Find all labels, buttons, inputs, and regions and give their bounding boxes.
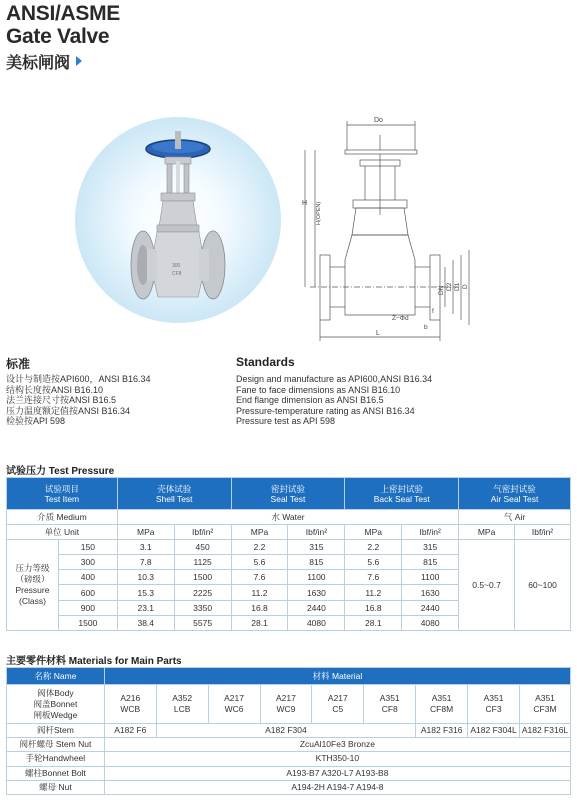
page-subtitle-cn bbox=[6, 50, 82, 73]
handwheel-label: 手轮Handwheel bbox=[7, 752, 105, 766]
cell: 16.8 bbox=[231, 600, 288, 615]
standards-en-line: Pressure test as API 598 bbox=[236, 416, 336, 427]
cell: 2440 bbox=[402, 600, 459, 615]
air-lbf: 60~100 bbox=[515, 540, 571, 631]
cell: 16.8 bbox=[345, 600, 402, 615]
nut-label: 螺母 Nut bbox=[7, 780, 105, 794]
stem-nut-label: 阀杆螺母 Stem Nut bbox=[7, 738, 105, 752]
standards-cn-list bbox=[6, 374, 151, 427]
gate-valve-illustration bbox=[75, 117, 281, 323]
label-do: Do bbox=[374, 117, 383, 124]
standards-en-line: Fane to face dimensions as ANSI B16.10 bbox=[236, 384, 401, 395]
play-arrow-icon bbox=[76, 56, 82, 66]
class-value: 400 bbox=[58, 570, 117, 585]
standards-en-list bbox=[236, 374, 432, 427]
cell: 11.2 bbox=[345, 585, 402, 600]
header-air-seal-test: 气密封试验 Air Seal Test bbox=[459, 478, 571, 510]
cell: 315 bbox=[288, 540, 345, 555]
material-cell: A217 WC9 bbox=[260, 685, 312, 724]
cell: 1100 bbox=[402, 570, 459, 585]
standards-cn-line: 设计与制造按API600，ANSI B16.34 bbox=[6, 374, 151, 384]
cell: 5.6 bbox=[345, 555, 402, 570]
valve-photo bbox=[75, 117, 281, 323]
unit-label: 单位 Unit bbox=[7, 525, 118, 540]
standards-cn-line: 检验按API 598 bbox=[6, 416, 66, 427]
label-d2: D2 bbox=[446, 282, 453, 291]
valve-dimension-svg bbox=[290, 105, 480, 345]
header-shell-test: 壳体试验 Shell Test bbox=[117, 478, 231, 510]
cell: 1500 bbox=[174, 570, 231, 585]
title-line-2: Gate Valve bbox=[6, 25, 110, 48]
class-value: 600 bbox=[58, 585, 117, 600]
material-cell: ZcuAl10Fe3 Bronze bbox=[104, 738, 570, 752]
material-cell: A217 C5 bbox=[312, 685, 364, 724]
cell: 815 bbox=[288, 555, 345, 570]
stem-nut-row bbox=[7, 738, 571, 752]
body-row bbox=[7, 685, 571, 724]
material-cell: A351 CF8 bbox=[364, 685, 416, 724]
svg-text:300: 300 bbox=[172, 263, 181, 269]
standards-cn-line: 法兰连接尺寸按ANSI B16.5 bbox=[6, 395, 117, 406]
header-seal-test: 密封试验 Seal Test bbox=[231, 478, 345, 510]
bonnet-bolt-label: 螺柱Bonnet Bolt bbox=[7, 766, 105, 780]
standards-en-line: Pressure-temperature rating as ANSI B16.34 bbox=[236, 405, 415, 416]
cell: 315 bbox=[402, 540, 459, 555]
cell: 3350 bbox=[174, 600, 231, 615]
title-line-1: ANSI/ASME bbox=[6, 2, 120, 25]
standards-cn-line: 结构长度按ANSI B16.10 bbox=[6, 384, 104, 395]
medium-label: 介质 Medium bbox=[7, 510, 118, 525]
cell: 1630 bbox=[402, 585, 459, 600]
material-cell: A217 WC6 bbox=[208, 685, 260, 724]
material-cell: A182 F316 bbox=[416, 724, 468, 738]
air-mpa: 0.5~0.7 bbox=[459, 540, 515, 631]
cell: 7.6 bbox=[231, 570, 288, 585]
standards-en-title: Standards bbox=[236, 355, 295, 369]
unit-lbf: Ibf/in² bbox=[515, 525, 571, 540]
unit-lbf: Ibf/in² bbox=[174, 525, 231, 540]
material-cell: A182 F6 bbox=[104, 724, 156, 738]
standards-cn-line: 压力温度额定值按ANSI B16.34 bbox=[6, 405, 131, 416]
material-cell: A351 CF8M bbox=[416, 685, 468, 724]
label-f: f bbox=[432, 308, 434, 315]
cell: 2440 bbox=[288, 600, 345, 615]
class-value: 900 bbox=[58, 600, 117, 615]
class-label: 压力等级 （磅级） Pressure (Class) bbox=[7, 540, 59, 631]
svg-text:CF8: CF8 bbox=[172, 271, 182, 277]
cell: 2.2 bbox=[345, 540, 402, 555]
material-cell: A193-B7 A320-L7 A193-B8 bbox=[104, 766, 570, 780]
material-cell: A216 WCB bbox=[104, 685, 156, 724]
table-row bbox=[7, 540, 571, 555]
cell: 4080 bbox=[402, 615, 459, 630]
medium-water: 水 Water bbox=[117, 510, 458, 525]
medium-row bbox=[7, 510, 571, 525]
cell: 450 bbox=[174, 540, 231, 555]
cell: 5575 bbox=[174, 615, 231, 630]
class-value: 1500 bbox=[58, 615, 117, 630]
standards-cn-title: 标准 bbox=[6, 357, 31, 371]
materials-section-title: 主要零件材料 Materials for Main Parts bbox=[6, 656, 182, 667]
subtitle-cn-text: 美标闸阀 bbox=[6, 55, 71, 72]
material-cell: A351 CF3M bbox=[519, 685, 570, 724]
standards-en-line: End flange dimension as ANSI B16.5 bbox=[236, 395, 384, 406]
header-test-item: 试验项目 Test Item bbox=[7, 478, 118, 510]
cell: 1125 bbox=[174, 555, 231, 570]
cell: 38.4 bbox=[117, 615, 174, 630]
stem-label: 阀杆Stem bbox=[7, 724, 105, 738]
label-d: D bbox=[462, 284, 469, 289]
medium-air: 气 Air bbox=[459, 510, 571, 525]
material-cell: A182 F316L bbox=[519, 724, 570, 738]
pressure-header-row bbox=[7, 478, 571, 510]
dimension-drawing bbox=[290, 105, 480, 345]
stem-row bbox=[7, 724, 571, 738]
cell: 2.2 bbox=[231, 540, 288, 555]
label-l: L bbox=[376, 330, 380, 337]
cell: 1100 bbox=[288, 570, 345, 585]
unit-lbf: Ibf/in² bbox=[402, 525, 459, 540]
cell: 7.6 bbox=[345, 570, 402, 585]
unit-mpa: MPa bbox=[459, 525, 515, 540]
cell: 5.6 bbox=[231, 555, 288, 570]
cell: 815 bbox=[402, 555, 459, 570]
cell: 4080 bbox=[288, 615, 345, 630]
label-h: H bbox=[302, 200, 308, 207]
body-label: 阀体Body 阀盖Bonnet 闸板Wedge bbox=[7, 685, 105, 724]
unit-lbf: Ibf/in² bbox=[288, 525, 345, 540]
pressure-section-title: 试验压力 Test Pressure bbox=[6, 466, 115, 477]
material-cell: A351 CF3 bbox=[468, 685, 520, 724]
label-b: b bbox=[424, 324, 428, 331]
label-d1: D1 bbox=[454, 282, 461, 291]
unit-row bbox=[7, 525, 571, 540]
unit-mpa: MPa bbox=[117, 525, 174, 540]
header-name: 名称 Name bbox=[7, 668, 105, 685]
standards-en-line: Design and manufacture as API600,ANSI B16.34 bbox=[236, 374, 433, 384]
label-z-phi-d: Z−Φd bbox=[392, 315, 409, 322]
materials-table bbox=[6, 667, 571, 795]
material-cell: A182 F304L bbox=[468, 724, 520, 738]
cell: 7.8 bbox=[117, 555, 174, 570]
header-back-seal-test: 上密封试验 Back Seal Test bbox=[345, 478, 459, 510]
material-cell: A182 F304 bbox=[156, 724, 415, 738]
materials-header-row bbox=[7, 668, 571, 685]
class-value: 300 bbox=[58, 555, 117, 570]
cell: 3.1 bbox=[117, 540, 174, 555]
material-cell: A194-2H A194-7 A194-8 bbox=[104, 780, 570, 794]
page-title bbox=[6, 2, 120, 48]
handwheel-row bbox=[7, 752, 571, 766]
label-dn: DN bbox=[438, 285, 445, 295]
material-cell: A352 LCB bbox=[156, 685, 208, 724]
material-cell: KTH350-10 bbox=[104, 752, 570, 766]
cell: 15.3 bbox=[117, 585, 174, 600]
bonnet-bolt-row bbox=[7, 766, 571, 780]
cell: 11.2 bbox=[231, 585, 288, 600]
pressure-table bbox=[6, 477, 571, 631]
cell: 2225 bbox=[174, 585, 231, 600]
unit-mpa: MPa bbox=[345, 525, 402, 540]
label-h-open: H(OPEN) bbox=[316, 201, 322, 225]
unit-mpa: MPa bbox=[231, 525, 288, 540]
cell: 28.1 bbox=[231, 615, 288, 630]
class-value: 150 bbox=[58, 540, 117, 555]
cell: 1630 bbox=[288, 585, 345, 600]
header-material: 材料 Material bbox=[104, 668, 570, 685]
cell: 10.3 bbox=[117, 570, 174, 585]
nut-row bbox=[7, 780, 571, 794]
cell: 23.1 bbox=[117, 600, 174, 615]
cell: 28.1 bbox=[345, 615, 402, 630]
